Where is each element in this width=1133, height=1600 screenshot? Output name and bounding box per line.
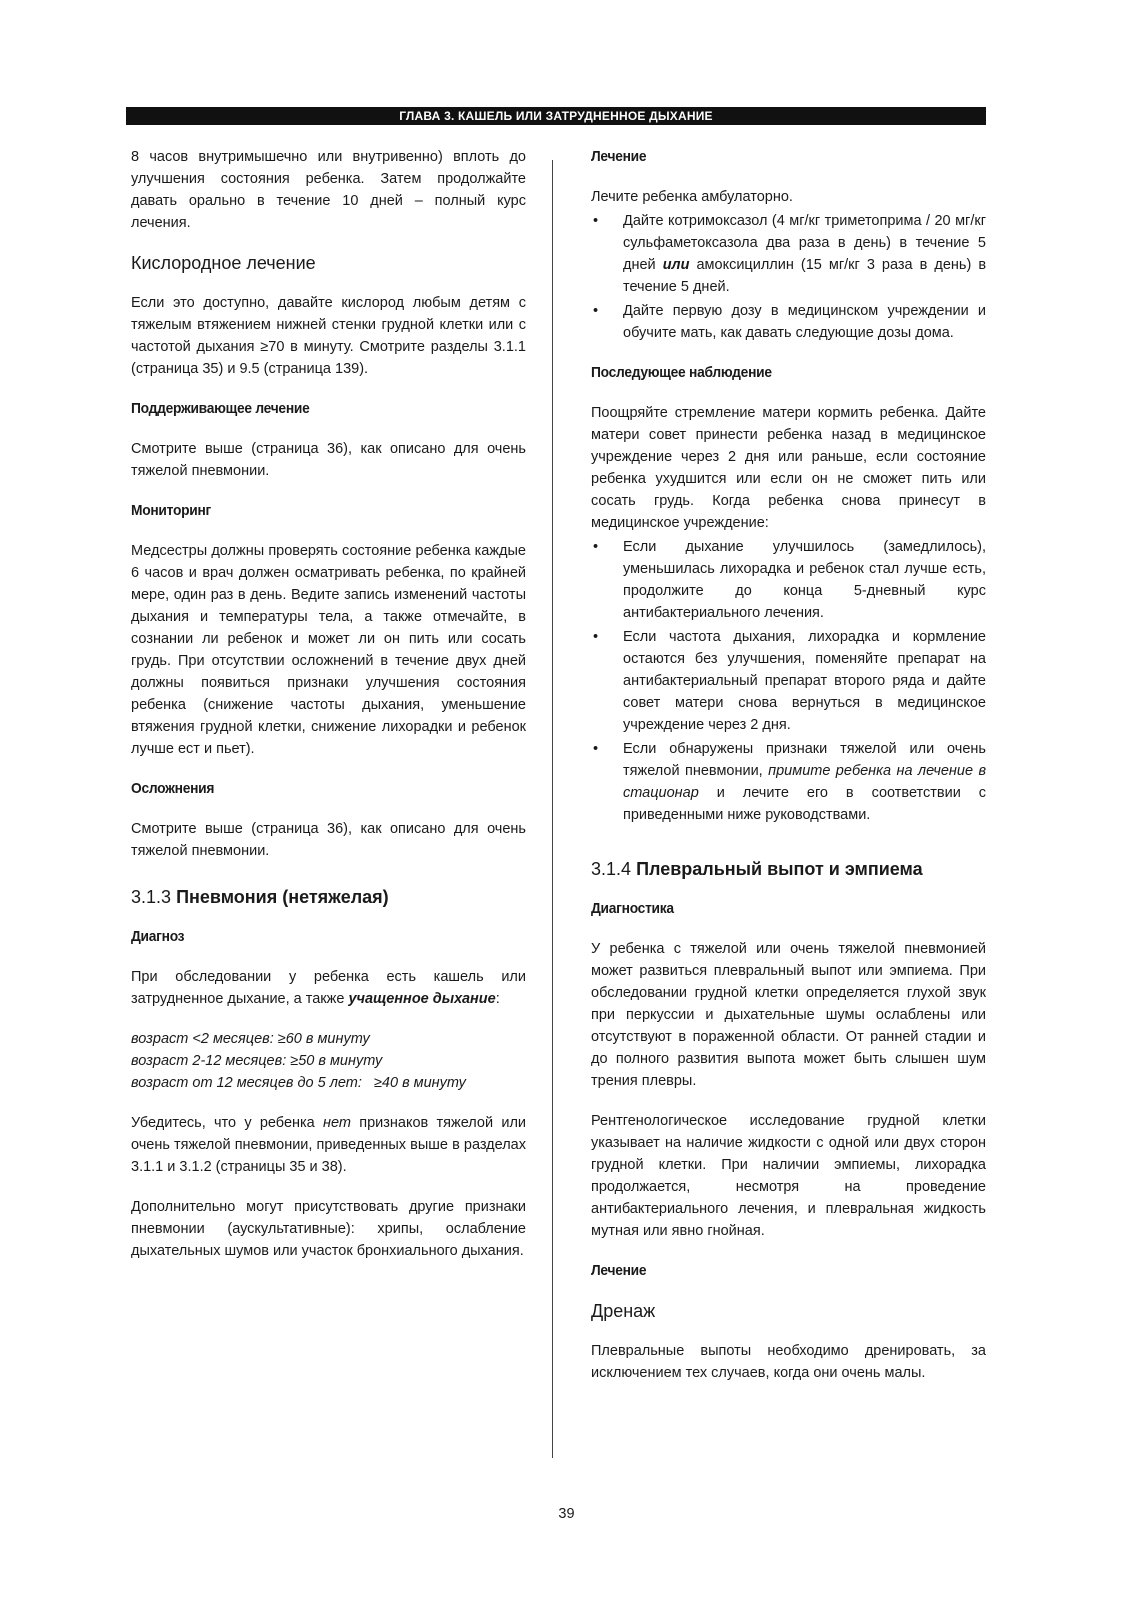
paragraph: Медсестры должны проверять состояние ребенка каждые 6 часов и врач должен осматривать ребенка, по крайней мере, один раз в день. Ведите запись изменений частоты дыхания и температуры тела, а также отмечайте, в сознании ли ребенок и может ли он пить или сосать грудь. При отсутствии осложнений в течение двух дней должны появиться признаки улучшения состояния ребенка (снижение частоты дыхания, уменьшение втяжения грудной клетки, снижение лихорадки и ребенок лучше ест и пьет). — [131, 543, 526, 757]
treatment-heading: Лечение — [591, 148, 647, 165]
text-span: и лечите его в соответствии с приведенными ниже руководствами. — [623, 785, 987, 823]
paragraph — [131, 966, 526, 1010]
followup-heading: Последующее наблюдение — [591, 364, 772, 381]
complications-heading: Осложнения — [131, 780, 215, 797]
paragraph: Рентгенологическое исследование грудной клетки указывает на наличие жидкости с одной или двух сторон грудной клетки. При наличии эмпиемы, лихорадка продолжается, несмотря на проведение антибактериального лечения, и плевральная жидкость мутная или явно гнойная. — [591, 1113, 986, 1239]
treatment-list — [591, 210, 986, 344]
diagnosis-heading: Диагноз — [131, 928, 185, 945]
left-column — [131, 146, 526, 1280]
emphasis-text: или — [662, 257, 690, 273]
section-title: Плевральный выпот и эмпиема — [636, 859, 923, 879]
list-item: • Дайте первую дозу в медицинском учреждении и обучите мать, как давать следующие дозы дома. — [591, 300, 986, 344]
age-item: возраст <2 месяцев: ≥60 в минуту — [131, 1031, 370, 1047]
paragraph — [131, 1112, 526, 1178]
followup-list — [591, 536, 986, 826]
text-span: Дайте котримоксазол (4 мг/кг триметоприма / 20 мг/кг сульфаметоксазола два раза в день) в течение 5 дней — [623, 213, 986, 273]
text-span: признаков тяжелой или очень тяжелой пневмонии, приведенных выше в разделах 3.1.1 и 3.1.2 (страницы 35 и 38). — [131, 1115, 526, 1175]
paragraph: 8 часов внутримышечно или внутривенно) вплоть до улучшения состояния ребенка. Затем продолжайте давать орально в течение 10 дней – полный курс лечения. — [131, 149, 526, 231]
list-item: • Если частота дыхания, лихорадка и кормление остаются без улучшения, поменяйте препарат на антибактериальный препарат второго ряда и дайте совет матери снова вернуться в медицинское учреждение через 2 дня. — [591, 626, 986, 736]
paragraph: Смотрите выше (страница 36), как описано для очень тяжелой пневмонии. — [131, 441, 526, 479]
paragraph: Плевральные выпоты необходимо дренировать, за исключением тех случаев, когда они очень малы. — [591, 1343, 986, 1381]
drainage-heading: Дренаж — [591, 1301, 656, 1321]
text-span: При обследовании у ребенка есть кашель или затрудненное дыхание, а также — [131, 969, 526, 1007]
text-span: Если обнаружены признаки тяжелой или очень тяжелой пневмонии, — [623, 741, 986, 779]
section-heading — [131, 886, 526, 908]
text-span: Убедитесь, что у ребенка — [131, 1115, 315, 1131]
paragraph: Если это доступно, давайте кислород любым детям с тяжелым втяжением нижней стенки грудной клетки или с частотой дыхания ≥70 в минуту. Смотрите разделы 3.1.1 (страница 35) и 9.5 (страница 139). — [131, 295, 526, 377]
list-item: • Если дыхание улучшилось (замедлилось), уменьшилась лихорадка и ребенок стал лучше есть, продолжите до конца 5-дневный курс антибактериального лечения. — [591, 536, 986, 624]
page-number: 39 — [558, 1506, 575, 1522]
support-heading: Поддерживающее лечение — [131, 400, 310, 417]
section-number: 3.1.3 — [131, 887, 172, 907]
paragraph: Дополнительно могут присутствовать другие признаки пневмонии (аускультативные): хрипы, ослабление дыхательных шумов или участок бронхиального дыхания. — [131, 1199, 526, 1259]
column-divider — [552, 160, 553, 1458]
list-item — [591, 210, 986, 298]
section-number: 3.1.4 — [591, 859, 632, 879]
text-span: амоксициллин (15 мг/кг 3 раза в день) в течение 5 дней. — [623, 257, 987, 295]
paragraph: Лечите ребенка амбулаторно. — [591, 189, 793, 205]
paragraph: Поощряйте стремление матери кормить ребенка. Дайте матери совет принести ребенка назад в медицинское учреждение через 2 дня или раньше, если состояние ребенка ухудшится или если он не сможет пить или сосать грудь. Когда ребенка снова принесут в медицинское учреждение: — [591, 405, 986, 531]
section-title: Пневмония (нетяжелая) — [176, 887, 389, 907]
emphasis-text: учащенное дыхание — [348, 991, 496, 1007]
age-item: возраст 2-12 месяцев: ≥50 в минуту — [131, 1053, 383, 1069]
paragraph: У ребенка с тяжелой или очень тяжелой пневмонией может развиться плевральный выпот или эмпиема. При обследовании грудной клетки определяется глухой звук при перкуссии и дыхательные шумы ослаблены или отсутствуют в пораженной области. От ранней стадии и до полного развития выпота может быть слышен шум трения плевры. — [591, 941, 986, 1089]
text-span: : — [495, 991, 500, 1007]
age-item: возраст от 12 месяцев до 5 лет: ≥40 в минуту — [131, 1075, 466, 1091]
emphasis-text: примите ребенка на лечение в стационар — [623, 763, 987, 801]
emphasis-text: нет — [323, 1115, 351, 1131]
monitoring-heading: Мониторинг — [131, 502, 211, 519]
chapter-header: ГЛАВА 3. КАШЕЛЬ ИЛИ ЗАТРУДНЕННОЕ ДЫХАНИЕ — [126, 107, 986, 125]
right-column — [591, 146, 986, 1402]
list-item — [591, 738, 986, 826]
section-heading — [591, 858, 986, 880]
age-list — [131, 1028, 526, 1094]
oxygen-heading: Кислородное лечение — [131, 253, 316, 273]
paragraph: Смотрите выше (страница 36), как описано для очень тяжелой пневмонии. — [131, 821, 526, 859]
treatment-heading: Лечение — [591, 1262, 647, 1279]
diagnostics-heading: Диагностика — [591, 900, 674, 917]
